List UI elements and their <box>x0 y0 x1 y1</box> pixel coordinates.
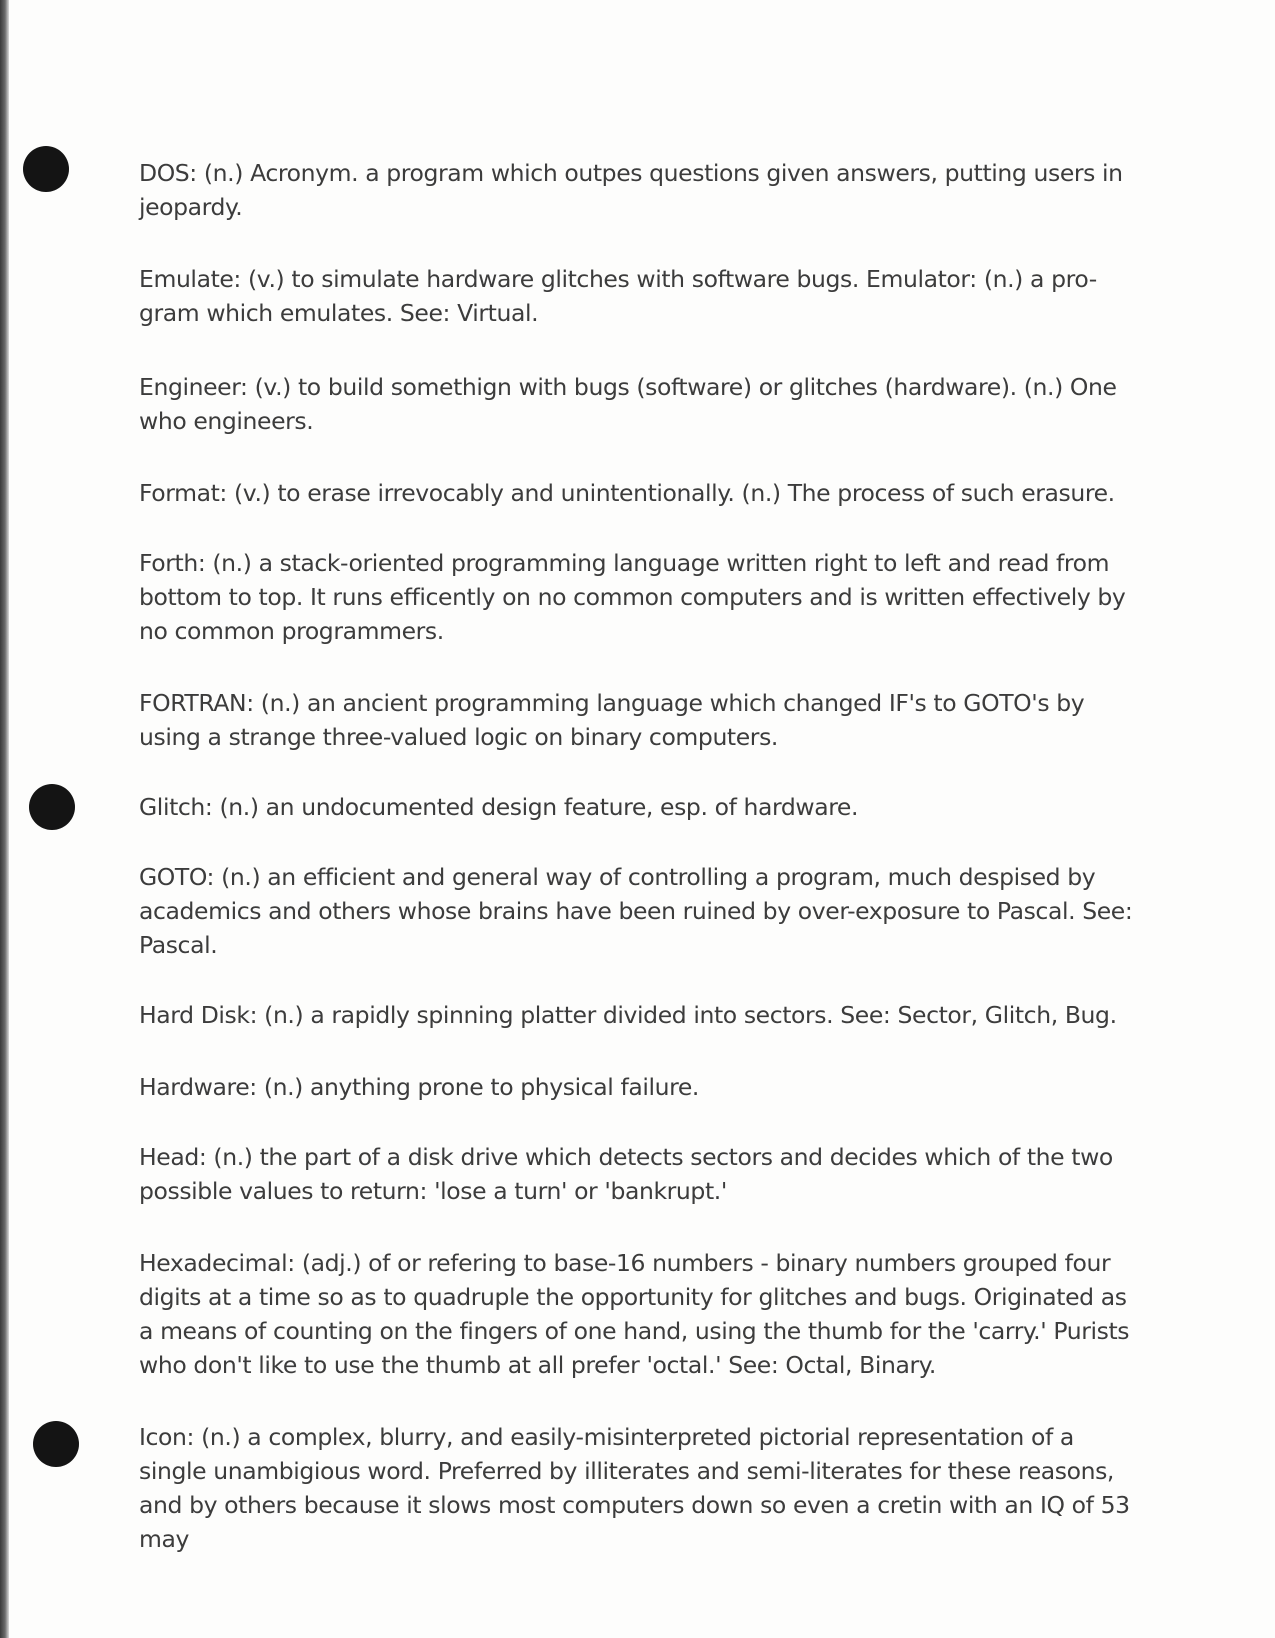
binder-hole-middle <box>29 784 75 830</box>
glossary-entry-engineer: Engineer: (v.) to build somethign with bugs (software) or glitches (hardware). (n.) One who engineers. <box>139 373 1117 435</box>
glossary-entry-icon: Icon: (n.) a complex, blurry, and easily-misinterpreted pictorial representation of a single unambigious word. Preferred by illiterates and semi-literates for these reasons, and by others because it slows most computers down so even a cretin with an IQ of 53 may <box>139 1423 1130 1553</box>
glossary-entry-hard-disk: Hard Disk: (n.) a rapidly spinning platter divided into sectors. See: Sector, Glitch, Bug. <box>139 1001 1117 1029</box>
glossary-entry-glitch: Glitch: (n.) an undocumented design feature, esp. of hardware. <box>139 793 859 821</box>
glossary-entry-hexadecimal: Hexadecimal: (adj.) of or refering to base-16 numbers - binary numbers grouped four digits at a time so as to quadruple the opportunity for glitches and bugs. Originated as a means of counting on the fingers of one hand, using the thumb for the 'carry.' Purists who don't like to use the thumb at all prefer 'octal.' See: Octal, Binary. <box>139 1249 1130 1379</box>
glossary-entry-emulate: Emulate: (v.) to simulate hardware glitches with software bugs. Emulator: (n.) a pro-gram which emulates. See: Virtual. <box>139 265 1097 327</box>
glossary-entry-head: Head: (n.) the part of a disk drive which detects sectors and decides which of the two possible values to return: 'lose a turn' or 'bankrupt.' <box>139 1143 1113 1205</box>
binder-hole-bottom <box>33 1421 79 1467</box>
glossary-entry-goto: GOTO: (n.) an efficient and general way of controlling a program, much despised by academics and others whose brains have been ruined by over-exposure to Pascal. See: Pascal. <box>139 863 1133 959</box>
glossary-entry-fortran: FORTRAN: (n.) an ancient programming language which changed IF's to GOTO's by using a strange three-valued logic on binary computers. <box>139 689 1085 751</box>
glossary-entry-dos: DOS: (n.) Acronym. a program which outpes questions given answers, putting users in jeopardy. <box>139 159 1123 221</box>
binder-hole-top <box>23 146 69 192</box>
glossary-entry-hardware: Hardware: (n.) anything prone to physical failure. <box>139 1073 699 1101</box>
page-binding-edge <box>0 0 9 1638</box>
glossary-entry-format: Format: (v.) to erase irrevocably and unintentionally. (n.) The process of such erasure. <box>139 479 1115 507</box>
glossary-entry-forth: Forth: (n.) a stack-oriented programming language written right to left and read from bottom to top. It runs efficently on no common computers and is written effectively by no common programmers. <box>139 549 1126 645</box>
